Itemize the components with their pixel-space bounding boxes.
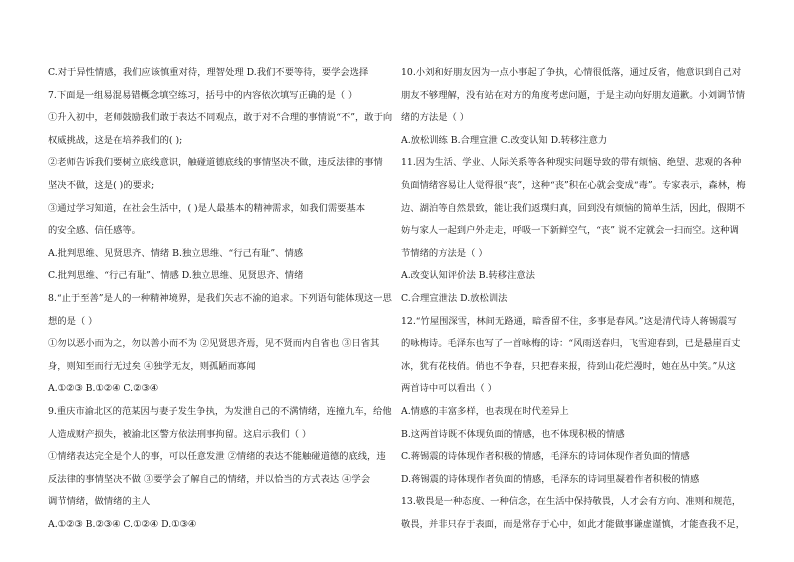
text-line: 朋友不够理解，没有站在对方的角度考虑问题，于是主动向好朋友道歉。小刘调节情: [401, 89, 745, 101]
text-line: ②老师告诉我们要树立底线意识，触碰道德底线的事情坚决不做，违反法律的事情: [48, 157, 383, 169]
text-line: 冰，犹有花枝俏。俏也不争春，只把春来报，待到山花烂漫时，她在丛中笑。”从这: [401, 360, 736, 372]
text-line: 绪的方法是（ ）: [401, 112, 470, 124]
text-line: 妨与家人一起到户外走走，呼吸一下新鲜空气，“丧” 说不定就会一扫而空。这种调: [401, 225, 739, 237]
text-line: A.批判思维、见贤思齐、情绪 B.独立思维、“行己有耻”、情感: [48, 247, 304, 259]
text-line: ①勿以恶小而为之，勿以善小而不为 ②见贤思齐焉，见不贤而内自省也 ③日省其: [48, 338, 380, 350]
text-line: 11.因为生活、学业、人际关系等各种现实问题导致的带有烦恼、绝望、悲观的各种: [401, 157, 742, 169]
text-line: 反法律的事情坚决不做 ③要学会了解自己的情绪，并以恰当的方式表达 ④学会: [48, 473, 371, 485]
text-line: A.放松训练 B.合理宣泄 C.改变认知 D.转移注意力: [401, 134, 608, 146]
text-line: A.①②③ B.②③④ C.①②④ D.①③④: [48, 518, 197, 530]
text-line: 的咏梅诗。毛泽东也写了一首咏梅的诗：“风雨送春归，飞雪迎春到，已是悬崖百丈: [401, 338, 741, 350]
text-line: B.这两首诗既不体现负面的情感，也不体现积极的情感: [401, 428, 625, 440]
right-column: [401, 62, 746, 536]
text-line: ①情绪表达完全是个人的事，可以任意发泄 ②情绪的表达不能触碰道德的底线，违: [48, 451, 386, 463]
text-line: 权威挑战，这是在培养我们的( );: [48, 134, 183, 146]
text-line: 8.“止于至善”是人的一种精神境界，是我们矢志不渝的追求。下列语句能体现这一思: [48, 292, 392, 304]
text-line: 12.“竹屋围深雪，林间无路通，暗香留不住，多事是春风。”这是清代诗人蒋锡震写: [401, 315, 737, 327]
text-line: 13.敬畏是一种态度、一种信念，在生活中保持敬畏，人才会有方向、准则和规范，: [401, 496, 742, 508]
text-line: 两首诗中可以看出（ ）: [401, 383, 497, 395]
text-line: 边、湖泊等自然景致，能让我们返璞归真，回到没有烦恼的简单生活，因此，假期不: [401, 202, 745, 214]
text-line: D.蒋锡震的诗体现作者负面的情感，毛泽东的诗词里凝着作者积极的情感: [401, 473, 700, 485]
text-line: A.①②③ B.①②④ C.②③④: [48, 383, 159, 395]
text-line: A.情感的丰富多样，也表现在时代差异上: [401, 405, 569, 417]
text-line: C.蒋锡震的诗体现作者积极的情感，毛泽东的诗词体现作者负面的情感: [401, 451, 690, 463]
text-line: 7.下面是一组易混易错概念填空练习，括号中的内容依次填写正确的是（ ）: [48, 89, 358, 101]
text-line: 敬畏，并非只存于表面，而是常存于心中，如此才能做事谦虚谨慎，才能查我不足，: [401, 518, 745, 530]
text-line: C.合理宣泄法 D.放松训法: [401, 292, 508, 304]
text-line: 身，则知至而行无过矣 ④独学无友，则孤陋而寡闻: [48, 360, 256, 372]
text-line: 调节情绪，做情绪的主人: [48, 496, 151, 508]
text-line: 人造成财产损失，被渝北区警方依法刑事拘留。这启示我们（ ）: [48, 428, 312, 440]
text-line: 想的是（ ）: [48, 315, 98, 327]
text-line: C.对于异性情感，我们应该慎重对待，理智处理 D.我们不要等待，要学会选择: [48, 67, 369, 78]
text-line: 节情绪的方法是（ ）: [401, 247, 488, 259]
text-line: 负面情绪容易让人觉得很“丧”，这种“丧”积在心就会变成“毒”。专家表示，森林，梅: [401, 179, 746, 191]
text-line: A.改变认知评价法 B.转移注意法: [401, 270, 535, 282]
left-column: [48, 62, 393, 536]
text-line: 10.小刘和好朋友因为一点小事起了争执，心情很低落，通过反省，他意识到自己对: [401, 67, 742, 78]
text-line: ①升入初中，老师鼓励我们敢于表达不同观点，敢于对不合理的事情说“不”，敢于向: [48, 112, 393, 124]
text-line: 的安全感、信任感等。: [48, 225, 141, 237]
text-line: 坚决不做，这是( )的要求;: [48, 179, 155, 191]
text-line: C.批判思维、“行己有耻”、情感 D.独立思维、见贤思齐、情绪: [48, 270, 304, 282]
text-line: 9.重庆市渝北区的范某因与妻子发生争执，为发泄自己的不满情绪，连撞九车，给他: [48, 405, 392, 417]
text-line: ③通过学习知道，在社会生活中，( )是人最基本的精神需求，如我们需要基本: [48, 202, 366, 214]
